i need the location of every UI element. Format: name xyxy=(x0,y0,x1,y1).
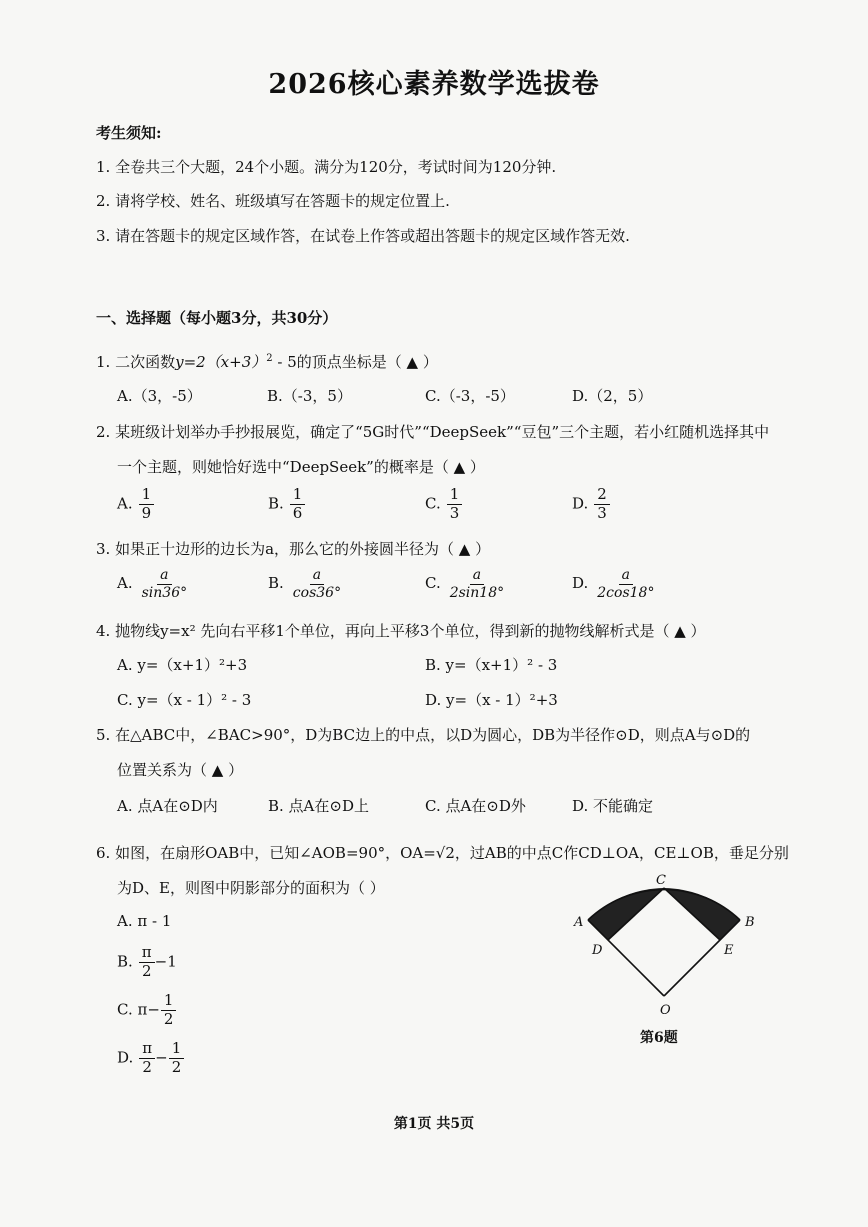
question-6-line-2: 为D、E，则图中阴影部分的面积为（ ） xyxy=(117,879,385,897)
label-o: O xyxy=(660,1003,671,1018)
q4-option-a[interactable]: A. y=（x+1）²+3 xyxy=(117,656,248,674)
question-3-stem: 3. 如果正十边形的边长为a，那么它的外接圆半径为（ ▲ ） xyxy=(96,540,491,558)
q4-option-c[interactable]: C. y=（x - 1）² - 3 xyxy=(117,691,252,709)
exam-title: 2026核心素养数学选拔卷 xyxy=(268,69,600,100)
q3-option-a[interactable] xyxy=(117,568,190,600)
q3-option-d-frac: $\frac{a}{2\cos 18^\circ}$ xyxy=(597,567,655,601)
question-5-line-1: 5. 在△ABC中，∠BAC>90°，D为BC边上的中点，以D为圆心，DB为半径作⊙D，则点A与⊙D的 xyxy=(96,726,751,744)
label-d: D xyxy=(592,943,603,958)
notice-item-3: 3. 请在答题卡的规定区域作答，在试卷上作答或超出答题卡的规定区域作答无效. xyxy=(96,227,630,245)
label-b: B xyxy=(745,915,755,930)
q2-option-d-frac: $\frac{2}{3}$ xyxy=(594,487,610,522)
q6-option-b-frac: $\frac{\pi}{2}$ xyxy=(139,945,155,980)
q3-option-c-frac: $\frac{a}{2\sin 18^\circ}$ xyxy=(449,567,505,601)
q3-option-a-label: A. xyxy=(117,574,133,593)
q1-option-b[interactable]: B.（-3，5） xyxy=(267,387,352,405)
label-e: E xyxy=(724,943,734,958)
question-2-line-2: 一个主题，则她恰好选中“DeepSeek”的概率是（ ▲ ） xyxy=(117,458,485,476)
q6-option-b-tail: −1 xyxy=(154,952,177,971)
q3-option-a-frac: $\frac{a}{\sin 36^\circ}$ xyxy=(141,567,188,601)
question-5-line-2: 位置关系为（ ▲ ） xyxy=(117,761,244,779)
question-6-line-1: 6. 如图，在扇形OAB中，已知∠AOB=90°，OA=√2，过AB的中点C作CD⊥OA，CE⊥OB，垂足分别 xyxy=(96,844,789,862)
q6-option-c[interactable] xyxy=(117,993,176,1028)
q3-option-d[interactable] xyxy=(572,568,657,600)
q3-option-b-frac: $\frac{a}{\cos 36^\circ}$ xyxy=(292,567,342,601)
q6-option-d-frac-1: $\frac{\pi}{2}$ xyxy=(139,1041,155,1076)
label-c: C xyxy=(656,873,666,888)
q6-option-c-frac: $\frac{1}{2}$ xyxy=(161,993,177,1028)
q1-option-a[interactable]: A.（3，-5） xyxy=(117,387,202,405)
q6-option-d-frac-2: $\frac{1}{2}$ xyxy=(169,1041,185,1076)
q1-option-d[interactable]: D.（2，5） xyxy=(572,387,653,405)
q2-option-a-frac: $\frac{1}{9}$ xyxy=(139,487,155,522)
q4-option-d[interactable]: D. y=（x - 1）²+3 xyxy=(425,691,558,709)
notice-item-1: 1. 全卷共三个大题，24个小题。满分为120分，考试时间为120分钟. xyxy=(96,158,557,176)
q2-option-a[interactable] xyxy=(117,487,154,522)
q1-stem-a: 1. 二次函数 xyxy=(96,353,176,371)
q2-option-d[interactable] xyxy=(572,487,610,522)
question-1-stem xyxy=(96,351,438,372)
q2-option-d-label: D. xyxy=(572,494,589,513)
q2-option-b-frac: $\frac{1}{6}$ xyxy=(290,487,306,522)
q5-option-a[interactable]: A. 点A在⊙D内 xyxy=(117,797,218,815)
q6-option-b-label: B. xyxy=(117,952,133,971)
q2-option-b[interactable] xyxy=(268,487,305,522)
q3-option-c-label: C. xyxy=(425,574,441,593)
q1-stem-b: y=2（x+3） xyxy=(175,353,267,371)
label-a: A xyxy=(574,915,584,930)
q2-option-b-label: B. xyxy=(268,494,284,513)
segment-ob xyxy=(664,920,740,996)
segment-oa xyxy=(588,920,664,996)
q5-option-b[interactable]: B. 点A在⊙D上 xyxy=(268,797,369,815)
notice-item-2: 2. 请将学校、姓名、班级填写在答题卡的规定位置上. xyxy=(96,192,450,210)
q6-option-c-label: C. π− xyxy=(117,1000,160,1019)
notice-heading: 考生须知: xyxy=(96,124,162,142)
page-footer: 第1页 共5页 xyxy=(393,1116,475,1132)
q1-stem-c: - 5的顶点坐标是（ ▲ ） xyxy=(272,353,438,371)
q3-option-b-label: B. xyxy=(268,574,284,593)
q1-stem-sup: 2 xyxy=(266,353,273,364)
q4-option-b[interactable]: B. y=（x+1）² - 3 xyxy=(425,656,558,674)
q3-option-d-label: D. xyxy=(572,574,589,593)
q1-option-c[interactable]: C.（-3，-5） xyxy=(425,387,515,405)
q2-option-a-label: A. xyxy=(117,494,133,513)
question-4-stem: 4. 抛物线y=x² 先向右平移1个单位，再向上平移3个单位，得到新的抛物线解析式是（ ▲ ） xyxy=(96,622,706,640)
q5-option-d[interactable]: D. 不能确定 xyxy=(572,797,654,815)
q5-option-c[interactable]: C. 点A在⊙D外 xyxy=(425,797,526,815)
q6-option-d[interactable] xyxy=(117,1041,184,1076)
question-2-line-1: 2. 某班级计划举办手抄报展览，确定了“5G时代”“DeepSeek”“豆包”三个主题，若小红随机选择其中 xyxy=(96,423,770,441)
sector-figure xyxy=(560,870,760,1020)
q2-option-c-label: C. xyxy=(425,494,441,513)
figure-caption: 第6题 xyxy=(640,1030,678,1046)
q6-option-d-tail: − xyxy=(155,1048,168,1067)
q6-option-d-label: D. xyxy=(117,1048,134,1067)
q3-option-b[interactable] xyxy=(268,568,344,600)
q6-option-b[interactable] xyxy=(117,945,177,980)
q2-option-c[interactable] xyxy=(425,487,462,522)
q3-option-c[interactable] xyxy=(425,568,507,600)
q6-option-a[interactable]: A. π - 1 xyxy=(117,912,172,930)
section-title: 一、选择题（每小题3分，共30分） xyxy=(96,309,338,327)
q2-option-c-frac: $\frac{1}{3}$ xyxy=(447,487,463,522)
